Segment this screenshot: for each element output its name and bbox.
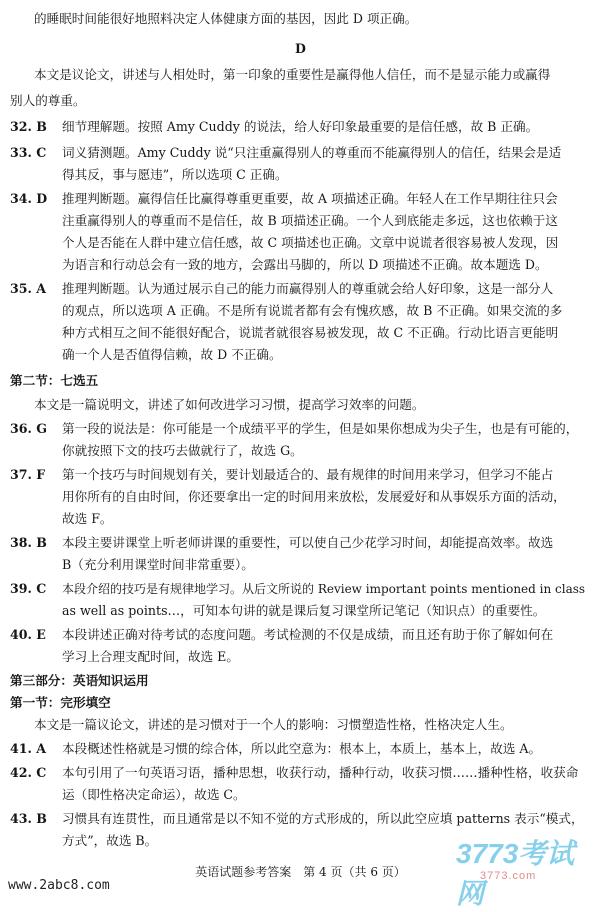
answer-number: 35. A <box>10 281 47 296</box>
answer-number: 38. B <box>10 535 47 550</box>
answer-number: 40. E <box>10 627 46 642</box>
answer-explanation-cont: 得其反，事与愿违”，所以选项 C 正确。 <box>62 167 288 182</box>
answer-explanation: 第一段的说法是：你可能是一个成绩平平的学生，但是如果你想成为尖子生，也是有可能的， <box>62 421 579 436</box>
answer-explanation-cont: 用你所有的自由时间，你还要拿出一定的时间用来放松，发展爱好和从事娱乐方面的活动， <box>62 489 566 504</box>
answer-explanation-cont: 的观点，所以选项 A 正确。不是所有说谎者都有会有愧疚感，故 B 不正确。如果交流的多 <box>62 303 563 318</box>
paragraph-line: 的睡眠时间能很好地照料决定人体健康方面的基因，因此 D 项正确。 <box>34 11 418 26</box>
answer-explanation-cont: 方式”，故选 B。 <box>62 833 158 848</box>
passage-summary: 本文是议论文，讲述与人相处时，第一印象的重要性是赢得他人信任，而不是显示能力或赢得 <box>34 67 551 82</box>
passage-heading-d: D <box>295 41 306 56</box>
answer-explanation-cont: as well as points…，可知本句讲的就是课后复习课堂所记笔记（知识点）的重要性。 <box>62 603 546 618</box>
watermark-logo: 3773考试网 <box>456 838 575 909</box>
answer-number: 42. C <box>10 765 47 780</box>
answer-number: 34. D <box>10 191 48 206</box>
answer-explanation-cont: 为语言和行动总会有一致的地方，会露出马脚的，所以 D 项描述不正确。故本题选 D。 <box>62 257 548 272</box>
answer-number: 36. G <box>10 421 48 436</box>
answer-explanation-cont: 运（即性格决定命运），故选 C。 <box>62 787 246 802</box>
answer-explanation: 推理判断题。赢得信任比赢得尊重更重要，故 A 项描述正确。年轻人在工作早期往往只会 <box>62 191 558 206</box>
answer-explanation: 习惯具有连贯性，而且通常是以不知不觉的方式形成的，所以此空应填 patterns 表示“模式， <box>62 811 584 826</box>
answer-explanation: 词义猜测题。Amy Cuddy 说“只注重赢得别人的尊重而不能赢得别人的信任，结果会是适 <box>62 145 562 160</box>
answer-explanation-cont: 种方式相互之间不能很好配合，说谎者就很容易被发现，故 C 不正确。行动比语言更能明 <box>62 325 559 340</box>
answer-explanation-cont: 你就按照下文的技巧去做就行了，故选 G。 <box>62 443 303 458</box>
answer-explanation: 第一个技巧与时间规划有关，要计划最适合的、最有规律的时间用来学习，但学习不能占 <box>62 467 554 482</box>
answer-number: 43. B <box>10 811 47 826</box>
answer-explanation-cont: 确一个人是否值得信赖，故 D 不正确。 <box>62 347 282 362</box>
passage-summary-cont: 别人的尊重。 <box>10 93 86 108</box>
answer-explanation: 本段介绍的技巧是有规律地学习。从后文所说的 Review important points mentioned in class <box>62 582 586 596</box>
answer-number: 33. C <box>10 145 47 160</box>
passage-summary: 本文是一篇说明文，讲述了如何改进学习习惯，提高学习效率的问题。 <box>34 397 425 412</box>
passage-summary: 本文是一篇议论文，讲述的是习惯对于一个人的影响：习惯塑造性格，性格决定人生。 <box>34 717 513 732</box>
answer-explanation: 细节理解题。按照 Amy Cuddy 的说法，给人好印象最重要的是信任感，故 B 正确。 <box>62 119 539 134</box>
page-footer: 英语试题参考答案 第 4 页（共 6 页） <box>195 865 406 879</box>
watermark-site: www.2abc8.com <box>8 878 110 893</box>
answer-explanation-cont: 学习上合理支配时间，故选 E。 <box>62 649 239 664</box>
answer-explanation: 本段概述性格就是习惯的综合体，所以此空意为：根本上，本质上，基本上，故选 A。 <box>62 741 542 756</box>
answer-explanation-cont: 个人是否能在人群中建立信任感，故 C 项描述也正确。文章中说谎者很容易被人发现，因 <box>62 235 559 250</box>
answer-explanation: 本句引用了一句英语习语，播种思想，收获行动，播种行动，收获习惯……播种性格，收获命 <box>62 765 579 780</box>
answer-explanation-cont: 注重赢得别人的尊重而不是信任，故 B 项描述正确。一个人到底能走多远，这也依赖于这 <box>62 213 558 228</box>
answer-number: 41. A <box>10 741 47 756</box>
answer-explanation-cont: B（充分利用课堂时间非常重要）。 <box>62 557 254 572</box>
answer-explanation: 本段讲述正确对待考试的态度问题。考试检测的不仅是成绩，而且还有助于你了解如何在 <box>62 627 554 642</box>
answer-explanation: 推理判断题。认为通过展示自己的能力而赢得别人的尊重就会给人好印象，这是一部分人 <box>62 281 554 296</box>
answer-number: 32. B <box>10 119 47 134</box>
answer-number: 39. C <box>10 581 47 596</box>
watermark-url: 3773.com <box>480 870 537 882</box>
section-heading: 第二节：七选五 <box>10 373 99 388</box>
part-heading: 第三部分：英语知识运用 <box>10 673 149 688</box>
section-heading: 第一节：完形填空 <box>10 695 111 710</box>
answer-explanation: 本段主要讲课堂上听老师讲课的重要性，可以使自己少花学习时间，却能提高效率。故选 <box>62 535 554 550</box>
answer-number: 37. F <box>10 467 46 482</box>
answer-explanation-cont: 故选 F。 <box>62 511 113 526</box>
